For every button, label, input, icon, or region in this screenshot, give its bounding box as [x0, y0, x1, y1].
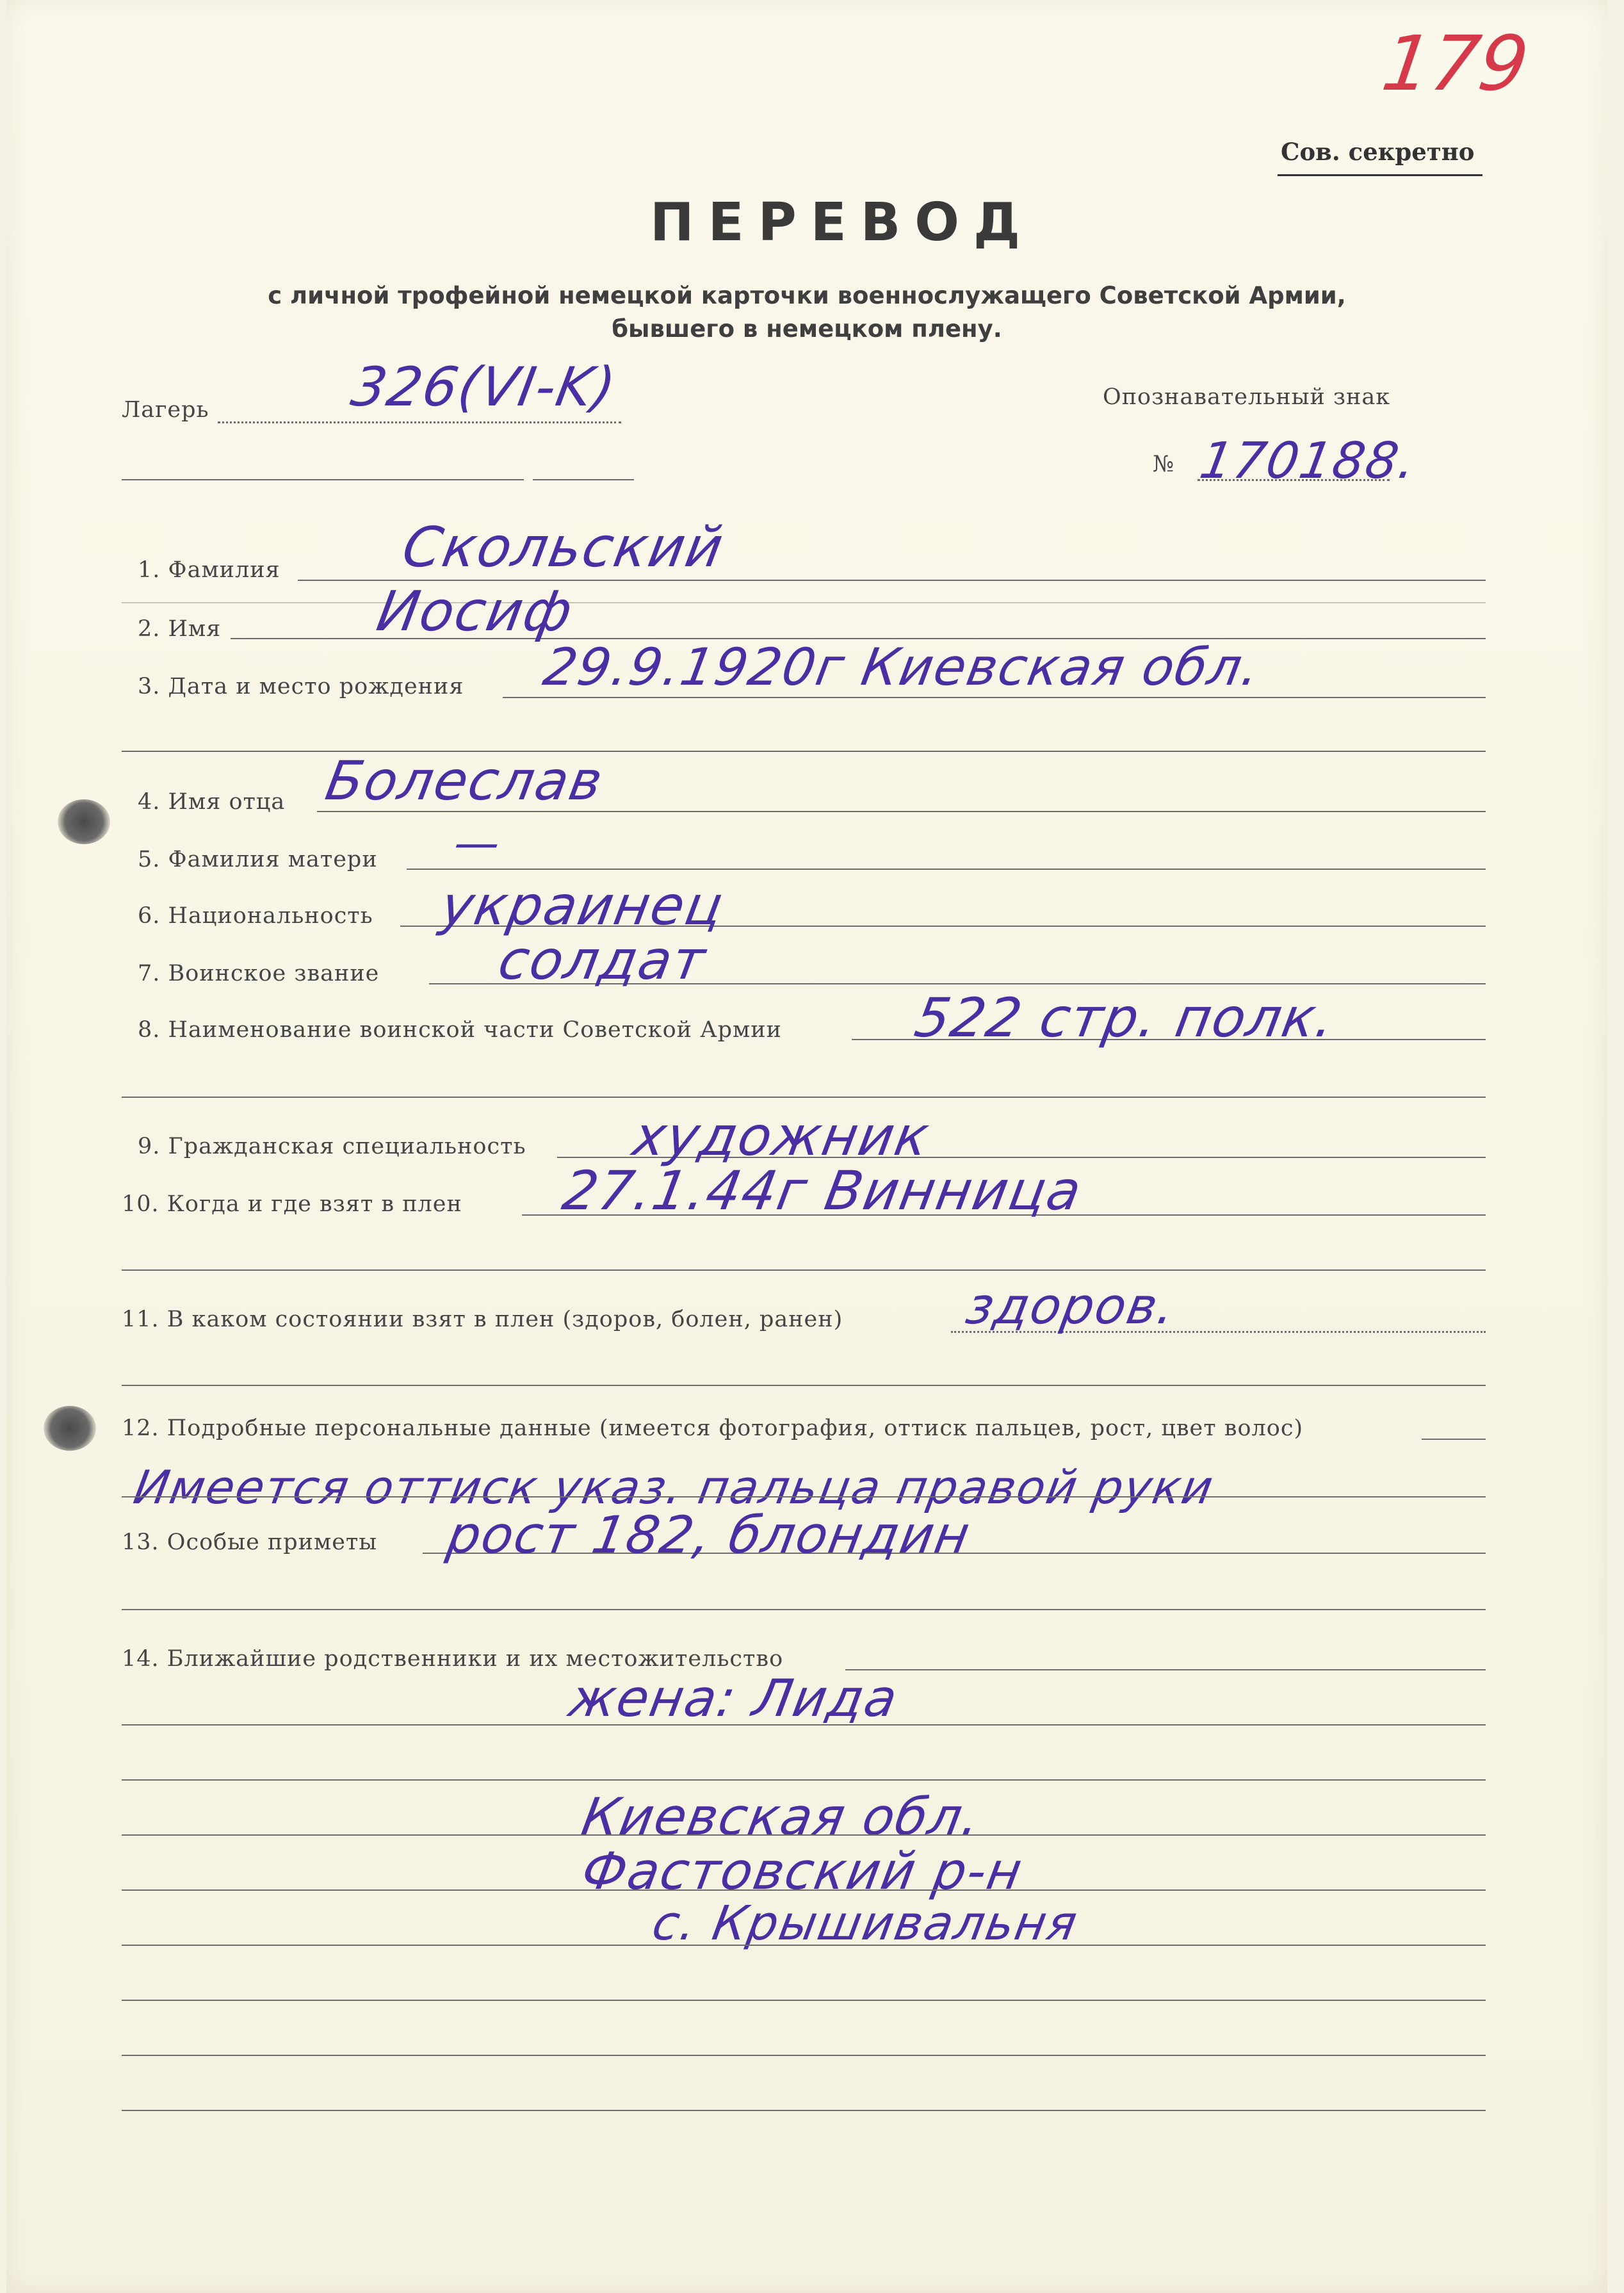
- birth-label: 3. Дата и место рождения: [138, 674, 464, 699]
- relatives-line-4: [122, 1834, 1486, 1836]
- profession-label: 9. Гражданская специальность: [138, 1134, 526, 1159]
- relatives-line-8: [122, 2055, 1486, 2056]
- features-label: 13. Особые приметы: [122, 1530, 378, 1555]
- relatives-line: [845, 1669, 1486, 1670]
- subtitle-line-1: с личной трофейной немецкой карточки военнослужащего Советской Армии,: [268, 282, 1346, 309]
- unit-value: 522 стр. полк.: [910, 986, 1340, 1049]
- condition-value: здоров.: [962, 1278, 1181, 1335]
- relatives-line-5: [122, 1889, 1486, 1891]
- relatives-value-1: жена: Лида: [564, 1669, 903, 1728]
- relatives-line-7: [122, 2000, 1486, 2001]
- personal-label: 12. Подробные персональные данные (имеется фотография, оттиск пальцев, рост, цвет волос): [122, 1416, 1304, 1441]
- camp-label: Лагерь: [122, 397, 209, 423]
- birth-line: [503, 697, 1486, 698]
- surname-label: 1. Фамилия: [138, 557, 280, 583]
- condition-label: 11. В каком состоянии взят в плен (здоров, болен, ранен): [122, 1307, 843, 1332]
- relatives-value-2: Киевская обл.: [577, 1787, 986, 1847]
- features-value: рост 182, блондин: [443, 1505, 975, 1565]
- document-sheet: [6, 0, 1607, 2293]
- relatives-line-9: [122, 2110, 1486, 2111]
- unit-line-2: [122, 1097, 1486, 1098]
- features-line-2: [122, 1609, 1486, 1610]
- line-1b: [122, 602, 1486, 603]
- personal-line-2: [122, 1496, 1486, 1497]
- profession-value: художник: [628, 1105, 935, 1168]
- classification-underline: [1278, 174, 1482, 176]
- id-mark-no-label: №: [1153, 452, 1175, 477]
- id-mark-label: Опознавательный знак: [1103, 384, 1391, 410]
- nationality-value: украинец: [436, 874, 729, 937]
- nationality-label: 6. Национальность: [138, 903, 373, 929]
- mother-label: 5. Фамилия матери: [138, 847, 378, 872]
- rank-value: солдат: [494, 929, 711, 991]
- relatives-label: 14. Ближайшие родственники и их местожительство: [122, 1646, 784, 1672]
- relatives-line-2: [122, 1724, 1486, 1726]
- id-mark-value: 170188.: [1196, 432, 1422, 490]
- relatives-line-3: [122, 1779, 1486, 1781]
- camp-line: [218, 421, 621, 423]
- condition-line-2: [122, 1385, 1486, 1386]
- captured-line-2: [122, 1269, 1486, 1271]
- father-value: Болеслав: [321, 749, 608, 812]
- birth-value: 29.9.1920г Киевская обл.: [539, 637, 1265, 697]
- personal-value: Имеется оттиск указ. пальца правой руки: [129, 1460, 1219, 1514]
- personal-line: [1422, 1439, 1486, 1440]
- camp-extra-line-b: [533, 479, 634, 480]
- subtitle-line-2: бывшего в немецком плену.: [612, 315, 1002, 343]
- relatives-line-6: [122, 1945, 1486, 1946]
- father-label: 4. Имя отца: [138, 789, 286, 815]
- birth-line-2: [122, 751, 1486, 752]
- rank-label: 7. Воинское звание: [138, 961, 380, 986]
- unit-label: 8. Наименование воинской части Советской Армии: [138, 1017, 782, 1043]
- mother-value: —: [450, 817, 506, 869]
- page-title: ПЕРЕВОД: [650, 192, 1034, 253]
- relatives-value-4: с. Крышивальня: [648, 1896, 1082, 1951]
- camp-extra-line-a: [122, 479, 524, 480]
- relatives-value-3: Фастовский р-н: [577, 1841, 1028, 1901]
- punch-hole-top: [58, 799, 110, 844]
- mother-line: [407, 869, 1486, 870]
- page-number: 179: [1377, 19, 1534, 108]
- captured-value: 27.1.44г Винница: [558, 1159, 1087, 1222]
- surname-value: Скольский: [398, 516, 729, 580]
- classification-stamp: Сов. секретно: [1281, 138, 1475, 166]
- name-label: 2. Имя: [138, 616, 222, 642]
- name-value: Иосиф: [372, 580, 578, 644]
- camp-value: 326(VI-K): [346, 355, 622, 418]
- punch-hole-bottom: [44, 1406, 96, 1451]
- captured-label: 10. Когда и где взят в плен: [122, 1191, 462, 1217]
